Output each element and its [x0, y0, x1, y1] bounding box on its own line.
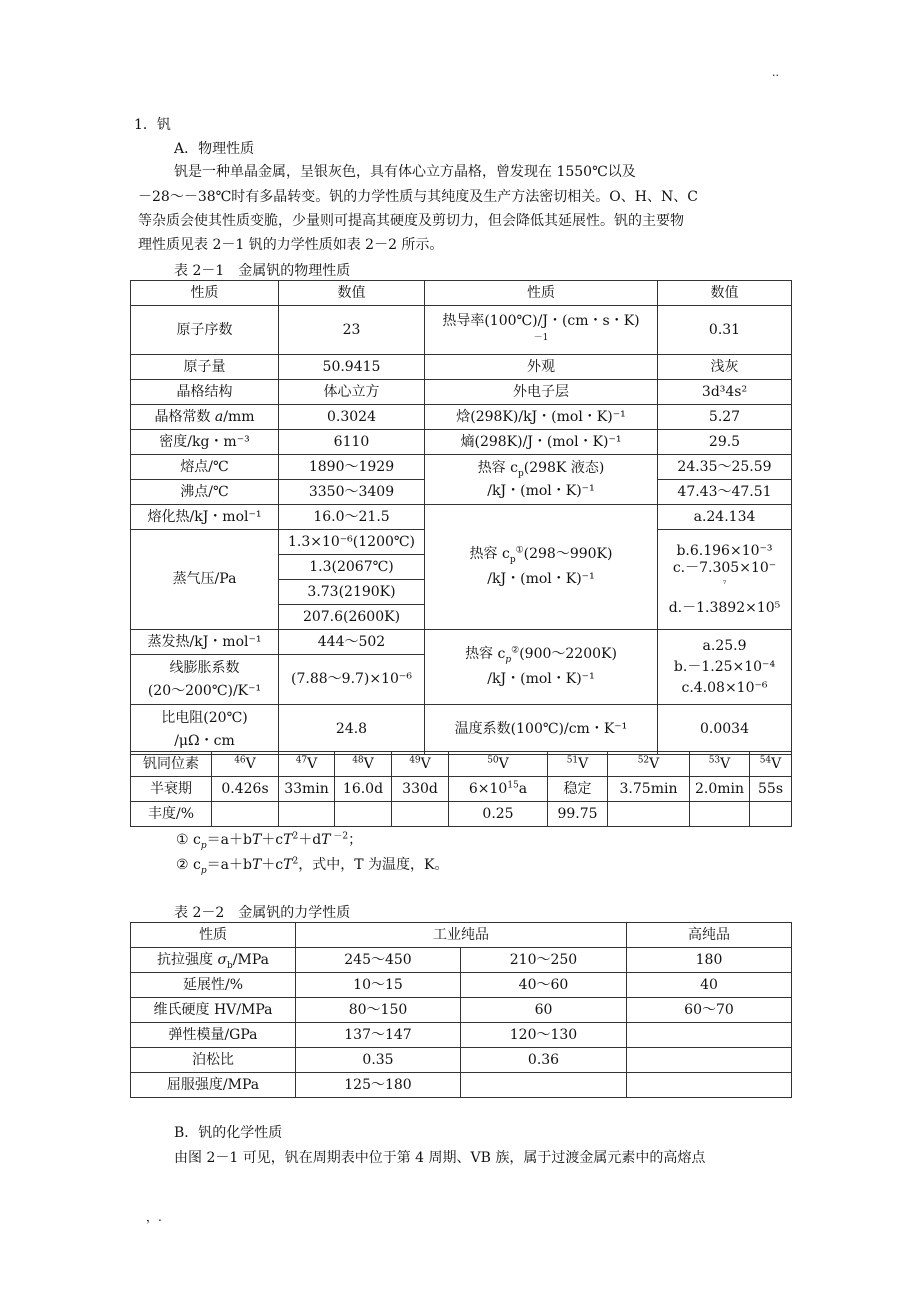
- abundance-cell: [279, 802, 335, 827]
- thermal-conductivity-exponent: －1: [533, 333, 549, 343]
- table-row: [131, 998, 792, 1023]
- value-cell: 137～147: [296, 1023, 461, 1048]
- table-row: [131, 1073, 792, 1098]
- property-cell: 密度/kg・m⁻³: [131, 430, 279, 455]
- table-header-row: [131, 923, 792, 948]
- property-cell: 蒸气压/Pa: [131, 530, 279, 630]
- property-cell: 温度系数(100℃)/cm・K⁻¹: [425, 705, 658, 755]
- header-industrial: 工业纯品: [296, 923, 627, 948]
- value-cell: 120～130: [461, 1023, 627, 1048]
- property-cell: 弹性模量/GPa: [131, 1023, 296, 1048]
- property-cell: 沸点/℃: [131, 480, 279, 505]
- value-cell: [461, 1073, 627, 1098]
- heat-capacity-liquid-label: 热容 $c_p(298K$ 液态): [477, 459, 605, 479]
- isotope-cell: $^{50}$V: [449, 752, 548, 777]
- footnote-1: ① $c_p=a+bT+cT^2+dT$ $^{-2}$；: [176, 831, 363, 851]
- table2-caption: 表 2－2 金属钒的力学性质: [174, 905, 351, 921]
- value-cell: 5.27: [658, 405, 792, 430]
- table-row: [131, 380, 792, 405]
- value-cell: 24.8: [279, 705, 425, 755]
- value-cell: [627, 1073, 792, 1098]
- halflife-cell: 0.426s: [212, 777, 279, 802]
- value-cell: 16.0～21.5: [279, 505, 425, 530]
- halflife-cell: $6\times 10^{15}a$: [449, 777, 548, 802]
- abundance-cell: [750, 802, 792, 827]
- value-cell: [627, 1023, 792, 1048]
- property-cell: 熵(298K)/J・(mol・K)⁻¹: [425, 430, 658, 455]
- table-row: [131, 355, 792, 380]
- value-cell: 24.35～25.59: [658, 455, 792, 480]
- section-b-heading: B．钒的化学性质: [174, 1125, 283, 1141]
- property-cell: 泊松比: [131, 1048, 296, 1073]
- value-cell: 245～450: [296, 948, 461, 973]
- value-cell: 60: [461, 998, 627, 1023]
- table-row: [131, 430, 792, 455]
- property-cell: 线膨胀系数 (20～200℃)/K⁻¹: [131, 655, 279, 705]
- property-cell: 晶格常数 a/mm: [131, 405, 279, 430]
- halflife-cell: 33min: [279, 777, 335, 802]
- page-mark-bottom: ，.: [146, 1210, 162, 1224]
- section-heading: 1．钒: [134, 117, 171, 133]
- halflife-cell: 2.0min: [690, 777, 750, 802]
- abundance-row: [131, 802, 792, 827]
- value-cell: 47.43～47.51: [658, 480, 792, 505]
- header-value: 数值: [279, 281, 425, 306]
- halflife-cell: 3.75min: [608, 777, 690, 802]
- value-cell: 6110: [279, 430, 425, 455]
- property-cell: 热容 $c_p(298K$ 液态) /kJ・(mol・K)⁻¹: [425, 455, 658, 505]
- heat-capacity-1-label: 热容 $c_p^①(298\sim 990K)$: [469, 545, 613, 565]
- thermal-conductivity-label: 热导率(100℃)/J・(cm・s・K): [442, 313, 640, 329]
- value-cell: 40: [627, 973, 792, 998]
- value-cell: 3350～3409: [279, 480, 425, 505]
- value-cell: a.25.9 b.－1.25×10⁻⁴ c.4.08×10⁻⁶: [658, 630, 792, 705]
- value-cell: a.24.134: [658, 505, 792, 530]
- property-cell: 焓(298K)/kJ・(mol・K)⁻¹: [425, 405, 658, 430]
- isotope-cell: $^{47}$V: [279, 752, 335, 777]
- row-label: 丰度/%: [131, 802, 212, 827]
- abundance-cell: [392, 802, 449, 827]
- isotope-mass-row: [131, 752, 792, 777]
- value-cell: 180: [627, 948, 792, 973]
- value-cell: 10～15: [296, 973, 461, 998]
- abundance-cell: 0.25: [449, 802, 548, 827]
- value-cell: b.6.196×10⁻³ c.－7.305×10⁻ ⁷ d.－1.3892×10⁵: [658, 530, 792, 630]
- subsection-heading: A．物理性质: [174, 141, 255, 157]
- table1-caption: 表 2－1 金属钒的物理性质: [174, 263, 351, 279]
- row-label: 半衰期: [131, 777, 212, 802]
- header-value: 数值: [658, 281, 792, 306]
- value-cell: 125～180: [296, 1073, 461, 1098]
- table-row: [131, 1023, 792, 1048]
- intro-line-1: 钒是一种单晶金属，呈银灰色，具有体心立方晶格，曾发现在 1550℃以及: [174, 164, 636, 180]
- isotope-table: [130, 751, 792, 827]
- value-cell: 浅灰: [658, 355, 792, 380]
- value-cell: 0.31: [658, 306, 792, 355]
- value-cell: 29.5: [658, 430, 792, 455]
- value-cell: 0.3024: [279, 405, 425, 430]
- isotope-cell: $^{54}$V: [750, 752, 792, 777]
- intro-line-2: －28～－38℃时有多晶转变。钒的力学性质与其纯度及生产方法密切相关。O、H、N、C: [138, 189, 698, 205]
- property-cell: 外电子层: [425, 380, 658, 405]
- value-cell: 60～70: [627, 998, 792, 1023]
- halflife-cell: 稳定: [548, 777, 608, 802]
- page-mark-top: ..: [772, 66, 779, 79]
- mechanical-properties-table: [130, 922, 792, 1098]
- halflife-cell: 16.0d: [335, 777, 392, 802]
- header-property: 性质: [131, 923, 296, 948]
- halflife-cell: 55s: [750, 777, 792, 802]
- value-cell: 23: [279, 306, 425, 355]
- value-cell: 1890～1929: [279, 455, 425, 480]
- property-cell: 热容 $c_p^②(900\sim 2200K)$ /kJ・(mol・K)⁻¹: [425, 630, 658, 705]
- property-cell: 屈服强度/MPa: [131, 1073, 296, 1098]
- value-cell: 444～502: [279, 630, 425, 655]
- property-cell: 抗拉强度 $\sigma_b$/MPa: [131, 948, 296, 973]
- table-row: [131, 1048, 792, 1073]
- value-cell: 体心立方: [279, 380, 425, 405]
- abundance-cell: [690, 802, 750, 827]
- isotope-cell: $^{53}$V: [690, 752, 750, 777]
- property-cell: 熔化热/kJ・mol⁻¹: [131, 505, 279, 530]
- table-row: [131, 630, 792, 655]
- table-header-row: [131, 281, 792, 306]
- table-row: [131, 505, 792, 530]
- abundance-cell: [608, 802, 690, 827]
- row-label: 钒同位素: [131, 752, 212, 777]
- isotope-cell: $^{48}$V: [335, 752, 392, 777]
- property-cell: 蒸发热/kJ・mol⁻¹: [131, 630, 279, 655]
- table-row: [131, 948, 792, 973]
- header-high-purity: 高纯品: [627, 923, 792, 948]
- isotope-cell: $^{51}$V: [548, 752, 608, 777]
- value-cell: 0.35: [296, 1048, 461, 1073]
- table-row: [131, 455, 792, 480]
- property-cell: 晶格结构: [131, 380, 279, 405]
- property-cell: 原子量: [131, 355, 279, 380]
- isotope-cell: $^{52}$V: [608, 752, 690, 777]
- value-cell: 207.6(2600K): [279, 605, 425, 630]
- value-cell: [627, 1048, 792, 1073]
- property-cell: 熔点/℃: [131, 455, 279, 480]
- table-row: [131, 306, 792, 355]
- abundance-cell: [212, 802, 279, 827]
- heat-capacity-2-label: 热容 $c_p^②(900\sim 2200K)$: [465, 645, 617, 665]
- intro-line-3: 等杂质会使其性质变脆，少量则可提高其硬度及剪切力，但会降低其延展性。钒的主要物: [138, 213, 684, 229]
- property-cell: 延展性/%: [131, 973, 296, 998]
- value-cell: 40～60: [461, 973, 627, 998]
- section-b-line-1: 由图 2－1 可见，钒在周期表中位于第 4 周期、VB 族，属于过渡金属元素中的高熔点: [174, 1150, 706, 1166]
- footnote-2: ② $c_p=a+bT+cT^2$，式中，T 为温度，K。: [176, 856, 449, 876]
- property-cell: [425, 306, 658, 355]
- isotope-cell: $^{49}$V: [392, 752, 449, 777]
- header-property: 性质: [425, 281, 658, 306]
- intro-line-4: 理性质见表 2－1 钒的力学性质如表 2－2 所示。: [138, 237, 444, 253]
- value-cell: 1.3×10⁻⁶(1200℃): [279, 530, 425, 555]
- property-cell: 比电阻(20℃) /μΩ・cm: [131, 705, 279, 755]
- header-property: 性质: [131, 281, 279, 306]
- table-row: [131, 405, 792, 430]
- halflife-row: [131, 777, 792, 802]
- value-cell: 80～150: [296, 998, 461, 1023]
- value-cell: 0.36: [461, 1048, 627, 1073]
- value-cell: 3.73(2190K): [279, 580, 425, 605]
- abundance-cell: [335, 802, 392, 827]
- value-cell: 50.9415: [279, 355, 425, 380]
- physical-properties-table: [130, 280, 792, 755]
- table-row: [131, 705, 792, 755]
- property-cell: 外观: [425, 355, 658, 380]
- property-cell: 维氏硬度 HV/MPa: [131, 998, 296, 1023]
- halflife-cell: 330d: [392, 777, 449, 802]
- value-cell: 0.0034: [658, 705, 792, 755]
- value-cell: 210～250: [461, 948, 627, 973]
- property-cell: 热容 $c_p^①(298\sim 990K)$ /kJ・(mol・K)⁻¹: [425, 505, 658, 630]
- value-cell: (7.88～9.7)×10⁻⁶: [279, 655, 425, 705]
- isotope-cell: $^{46}$V: [212, 752, 279, 777]
- abundance-cell: 99.75: [548, 802, 608, 827]
- value-cell: 1.3(2067℃): [279, 555, 425, 580]
- table-row: [131, 973, 792, 998]
- value-cell: 3d³4s²: [658, 380, 792, 405]
- property-cell: 原子序数: [131, 306, 279, 355]
- table-footnotes: [176, 828, 448, 878]
